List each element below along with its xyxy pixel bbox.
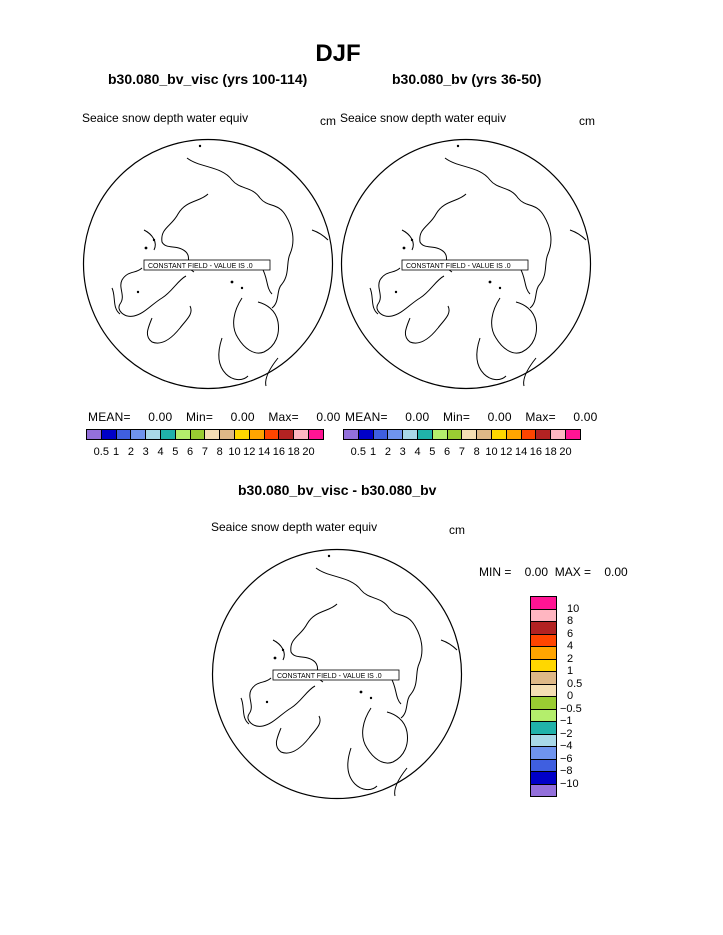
polar-map-diff xyxy=(211,548,463,800)
colorbar-swatch xyxy=(219,429,235,440)
min-value: 0.00 xyxy=(230,410,255,424)
colorbar-swatch xyxy=(530,609,557,623)
colorbar-swatch xyxy=(530,696,557,710)
panel-1-title: b30.080_bv_visc (yrs 100-114) xyxy=(108,71,308,87)
colorbar-swatch xyxy=(530,671,557,685)
colorbar-tick-label: 0.5 xyxy=(93,446,109,458)
colorbar-tick-label: −4 xyxy=(560,740,573,752)
max-value: 0.00 xyxy=(316,410,341,424)
colorbar-swatch xyxy=(535,429,551,440)
diff-min-max: MIN = 0.00 MAX = 0.00 xyxy=(479,565,628,579)
max-value: 0.00 xyxy=(573,410,598,424)
diff-colorbar xyxy=(530,596,557,796)
colorbar-tick-label: 8 xyxy=(567,615,574,627)
page-title: DJF xyxy=(315,40,361,67)
colorbar-swatch xyxy=(278,429,294,440)
colorbar-tick-label: 4 xyxy=(567,640,574,652)
colorbar-tick-label: 12 xyxy=(243,446,256,458)
max-label: Max= xyxy=(525,410,556,424)
colorbar-swatch xyxy=(387,429,403,440)
colorbar-tick-label: 10 xyxy=(485,446,498,458)
colorbar-tick-label: 6 xyxy=(444,446,451,458)
constant-field-label: CONSTANT FIELD - VALUE IS .0 xyxy=(406,263,511,270)
colorbar-tick-label: 12 xyxy=(500,446,513,458)
colorbar-swatch xyxy=(530,596,557,610)
colorbar-tick-label: 4 xyxy=(157,446,164,458)
colorbar-tick-label: −6 xyxy=(560,752,573,765)
colorbar-tick-label: 0.5 xyxy=(350,446,366,458)
colorbar-swatch xyxy=(565,429,581,440)
colorbar-swatch xyxy=(530,759,557,773)
colorbar-swatch xyxy=(521,429,537,440)
colorbar-swatch xyxy=(130,429,146,440)
colorbar-tick-label: −2 xyxy=(560,727,573,740)
colorbar-swatch xyxy=(204,429,220,440)
colorbar-swatch xyxy=(417,429,433,440)
colorbar-tick-label: 14 xyxy=(514,446,528,458)
colorbar-tick-label: 14 xyxy=(257,446,271,458)
panel-2-title: b30.080_bv (yrs 36-50) xyxy=(392,71,542,87)
diff-panel-units: cm xyxy=(449,523,465,537)
colorbar-swatch xyxy=(476,429,492,440)
colorbar-tick-label: 8 xyxy=(216,446,223,458)
colorbar-tick-label: 20 xyxy=(302,446,315,458)
colorbar-swatch xyxy=(530,659,557,673)
colorbar-swatch xyxy=(550,429,566,440)
diff-panel-title: b30.080_bv_visc - b30.080_bv xyxy=(238,482,437,498)
panel-1-stats xyxy=(88,410,341,424)
min-label: Min= xyxy=(185,410,214,424)
max-label: Max= xyxy=(268,410,299,424)
colorbar-tick-label: 4 xyxy=(414,446,421,458)
colorbar-2 xyxy=(343,429,580,440)
colorbar-swatch xyxy=(530,721,557,735)
polar-map-2 xyxy=(340,138,592,390)
colorbar-tick-label: 16 xyxy=(529,446,543,458)
colorbar-tick-label: 10 xyxy=(567,602,580,615)
colorbar-tick-label: 0 xyxy=(567,690,574,702)
colorbar-swatch xyxy=(190,429,206,440)
colorbar-tick-label: 2 xyxy=(384,446,391,458)
colorbar-tick-label: 5 xyxy=(172,446,179,458)
colorbar-tick-label: 18 xyxy=(544,446,557,458)
colorbar-swatch xyxy=(530,734,557,748)
diff-panel-variable: Seaice snow depth water equiv xyxy=(211,520,378,534)
colorbar-swatch xyxy=(308,429,324,440)
min-label: Min= xyxy=(442,410,471,424)
panel-2-stats xyxy=(345,410,598,424)
colorbar-tick-label: −0.5 xyxy=(560,702,582,715)
colorbar-swatch xyxy=(116,429,132,440)
colorbar-tick-label: 16 xyxy=(272,446,286,458)
colorbar-swatch xyxy=(530,771,557,785)
colorbar-swatch xyxy=(373,429,389,440)
colorbar-tick-label: 6 xyxy=(187,446,194,458)
colorbar-tick-label: 0.5 xyxy=(567,677,583,690)
colorbar-swatch xyxy=(447,429,463,440)
colorbar-swatch xyxy=(86,429,102,440)
colorbar-tick-label: 18 xyxy=(287,446,300,458)
colorbar-swatch xyxy=(530,746,557,760)
colorbar-1 xyxy=(86,429,323,440)
colorbar-tick-label: 8 xyxy=(473,446,480,458)
islands xyxy=(395,145,501,293)
panel-1-units: cm xyxy=(320,114,336,128)
colorbar-tick-label: 1 xyxy=(370,446,377,458)
constant-field-label: CONSTANT FIELD - VALUE IS .0 xyxy=(148,263,253,270)
colorbar-tick-label: 10 xyxy=(228,446,241,458)
colorbar-swatch xyxy=(234,429,250,440)
constant-field-label: CONSTANT FIELD - VALUE IS .0 xyxy=(277,673,382,680)
colorbar-tick-label: 5 xyxy=(429,446,436,458)
colorbar-swatch xyxy=(491,429,507,440)
colorbar-tick-label: 3 xyxy=(399,446,406,458)
colorbar-swatch xyxy=(264,429,280,440)
colorbar-swatch xyxy=(461,429,477,440)
colorbar-swatch xyxy=(402,429,418,440)
colorbar-swatch xyxy=(530,634,557,648)
colorbar-tick-label: −8 xyxy=(560,765,573,777)
panel-2-units: cm xyxy=(579,114,595,128)
colorbar-tick-label: 20 xyxy=(559,446,572,458)
colorbar-tick-label: 3 xyxy=(142,446,149,458)
panel-2-variable: Seaice snow depth water equiv xyxy=(340,111,507,125)
colorbar-swatch xyxy=(293,429,309,440)
colorbar-tick-label: 1 xyxy=(113,446,120,458)
colorbar-swatch xyxy=(506,429,522,440)
colorbar-tick-label: 7 xyxy=(458,446,465,458)
colorbar-tick-label: 2 xyxy=(567,652,574,665)
polar-map-1 xyxy=(82,138,334,390)
mean-label: MEAN= xyxy=(88,410,131,424)
panel-1-variable: Seaice snow depth water equiv xyxy=(82,111,249,125)
colorbar-swatch xyxy=(432,429,448,440)
colorbar-tick-label: 2 xyxy=(127,446,134,458)
colorbar-swatch xyxy=(530,709,557,723)
min-value: 0.00 xyxy=(487,410,512,424)
colorbar-swatch xyxy=(343,429,359,440)
colorbar-tick-label: −10 xyxy=(560,777,579,790)
colorbar-swatch xyxy=(249,429,265,440)
colorbar-swatch xyxy=(145,429,161,440)
colorbar-swatch xyxy=(101,429,117,440)
colorbar-tick-label: 6 xyxy=(567,627,574,640)
colorbar-swatch xyxy=(358,429,374,440)
colorbar-swatch xyxy=(530,646,557,660)
mean-label: MEAN= xyxy=(345,410,388,424)
colorbar-swatch xyxy=(530,684,557,698)
colorbar-swatch xyxy=(175,429,191,440)
colorbar-swatch xyxy=(160,429,176,440)
mean-value: 0.00 xyxy=(148,410,173,424)
mean-value: 0.00 xyxy=(405,410,430,424)
islands xyxy=(266,555,372,703)
islands xyxy=(137,145,243,293)
colorbar-swatch xyxy=(530,784,557,798)
colorbar-tick-label: 1 xyxy=(567,665,574,677)
colorbar-tick-label: −1 xyxy=(560,715,573,727)
colorbar-swatch xyxy=(530,621,557,635)
colorbar-tick-label: 7 xyxy=(201,446,208,458)
